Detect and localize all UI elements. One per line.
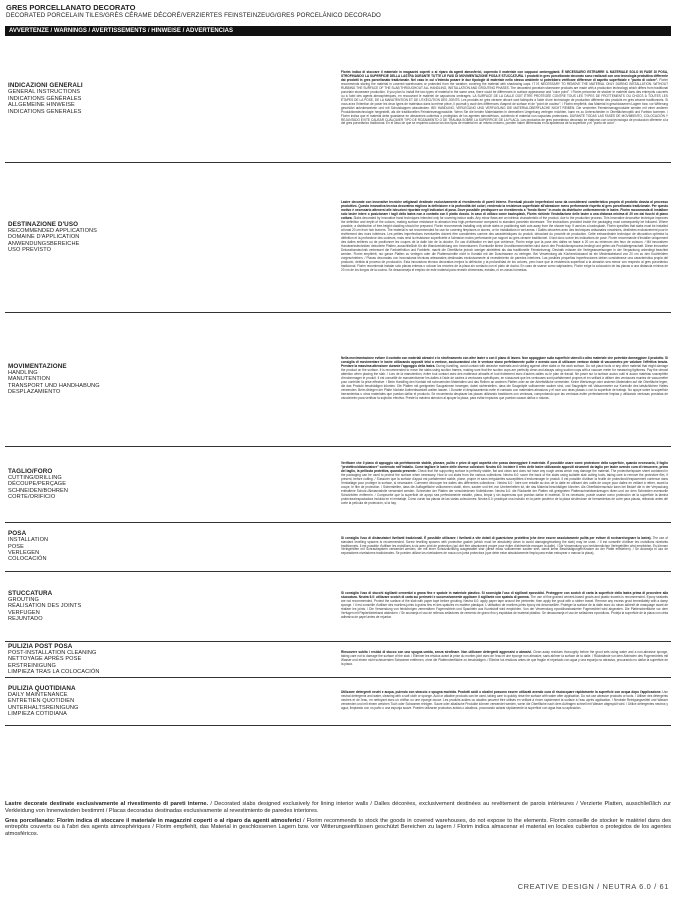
row-text-italian: Florim indica di stoccare il materiale in magazzini coperti o al riparo da agenti atmosferici, coprendo il materiale con cappucci ombreggianti. È NECESSARIO ESTRARRE IL MATERIALE SOLO IN FASE DI POSA, STROFINANDO LA SUPERFICIE DELLA LASTRA DURANTE TUTTE LE FASI DI MOVIMENTAZIONE POSA E STUCCATURA. I prodotti in gres porcellanato decorato sono realizzati con una tecnologia produttiva differente dai prodotti in gres porcellanato tradizionale. Nel caso in cui s'intenda posare le due tipologie di materiale nello stesso ambiente si potrebbero verificare differenze di aspetto superficiale e "punto di colore". <box>341 70 668 82</box>
row-title: TAGLIO/FORO <box>8 467 53 475</box>
footnote-translations: / Decorated slabs designed exclusively for lining interior walls / Dalles décorées, exclusivement destinées au revêtement de parois intérieures / Verzierte Platten, ausschließlich zur Verkleidung von Innenwänden bestimmt / Placas decoradas destinadas exclusivamente al revestimiento de paredes interiores. <box>5 801 671 814</box>
row-title-translation: ENTRETIEN QUOTIDIEN <box>8 698 75 705</box>
row-title-translation: INDICATIONS GENERALES <box>8 108 82 115</box>
row-title: POSA <box>8 530 27 538</box>
row-title-translation: VERLEGEN <box>8 550 40 556</box>
row-title: DESTINAZIONE D'USO <box>8 220 79 228</box>
row-title-translation: USO PREVISTO <box>8 246 52 253</box>
warnings-row <box>5 36 671 162</box>
row-text-translations: During handling, avoid contact with abrasive materials and rubbing against other slabs or the work surface. Do not place tools or any other material that might damage the product on the surface. It is recommended to move the slabs using suction frames, making sure that the suction cups are perfectly clean and always using suction cups with a vacuum meter for measuring tightness. Pay the utmost attention when placing the slab. / Lors de la manutention, éviter tout contact avec des matériaux abrasifs et tout frottement avec d'autres dalles ou le plan de travail. Ne poser sur la surface aucun outil ni aucun matériau susceptible d'endommager le produit. Il est conseillé de manutentionner les dalles à l'aide de cadres à ventouses spécifiques, en s'assurant que les ventouses sont parfaitement propres et en veillant à utiliser des ventouses munies de vacuomètre pour contrôler la prise effective. / Beim Handling den Kontakt mit scheuernden Materialien und das Reiben an anderen Platten oder an der Arbeitsfläche vermeiden. Keine Werkzeuge oder anderen Materialien auf die Oberfläche legen, die das Produkt beschädigen könnten. Die Platten mit geeigneten Saugrahmen bewegen; dabei sicherstellen, dass die Saugnäpfe vollkommen sauber sind, und Saugnäpfe mit Vakuummeter zur Kontrolle des tatsächlichen Haltes verwenden. Beim Ablegen der Platte höchste Aufmerksamkeit walten lassen. / Durante el desplazamiento evite el contacto con materiales abrasivos y el roce con otras placas o con la superficie de trabajo. No apoye sobre la superficie herramientas u otros materiales que puedan dañar el producto. Se recomienda desplazar las placas utilizando bastidores con ventosas, comprobando que las ventosas estén perfectamente limpias y utilizando ventosas provistas de vacuómetro para verificar la sujeción efectiva. Preste la máxima atención al apoyar la placa, para evitar impactos que puedan causar daños o roturas. <box>341 364 668 400</box>
warnings-row <box>5 446 671 522</box>
row-label-cell <box>5 162 338 312</box>
row-text-cell <box>338 36 671 162</box>
row-text-cell <box>338 677 671 725</box>
row-text-italian: Si consiglia l'uso di stucchi sigillanti cementizi a grana fine e spatole in materiale plastico. Si sconsiglia l'uso di sigillanti epossidici. Proteggere con scotch di carta la superficie della lastra prima di procedere alla stuccatura. Neutra 6.0: utilizzare scotch di carta sui perimetri e successivamente applicare il sigillante con spatola di gomma. <box>341 591 668 600</box>
row-label-cell <box>5 522 338 571</box>
warnings-row <box>5 162 671 312</box>
row-title-translation: SCHNEIDEN/BOHREN <box>8 487 69 494</box>
warnings-table-header: AVVERTENZE / WARNINGS / AVERTISSEMENTS / HINWEISE / ADVERTENCIAS <box>5 26 671 36</box>
row-title-translation: ALLGEMEINE HINWEISE <box>8 102 75 109</box>
row-label-cell <box>5 571 338 641</box>
row-title-translation: DESPLAZAMIENTO <box>8 388 61 395</box>
row-title-translation: TRANSPORT UND HANDHABUNG <box>8 382 100 389</box>
row-title-translation: HANDLING <box>8 369 38 376</box>
warnings-row <box>5 522 671 571</box>
document-header <box>6 3 670 20</box>
row-text-cell <box>338 641 671 677</box>
row-text-italian: Utilizzare detergenti neutri e acqua, pulendo con straccio o spugna morbida. Prodotti acidi o alcalini possono essere utilizzati avendo cura di risciacquare rapidamente la superficie con acqua dopo l'applicazione. <box>341 690 662 695</box>
row-title: PULIZIA POST POSA <box>8 642 73 650</box>
row-text-translations: Florim recommends storing the material in covered warehouses or protected from the weather, covering the material with shadowing caps. IT IS NECESSARY TO REMOVE THE MATERIAL ONLY DURING INSTALLATION, WITHOUT RUBBING THE SURFACE OF THE SLAB THROUGHOUT ALL HANDLING, INSTALLATION AND GROUTING PHASES. The decorated porcelain stoneware products are made with a production technology which differs from traditional porcelain stoneware production. If you plan to install the two types of material in the same area, there could be differences in surface appearance and "color point". / Florim préconise de stocker le matériel dans des entrepôts couverts ou à l'abri des agents atmosphériques, en recouvrant le matériel de capuchons ombragés. LA SURFACE DE LA DALLE DOIT ÊTRE PROTÉGÉE CONTRE TOUS LES TYPES DE FROTTEMENTS OU CHOCS À TOUTES LES ÉTAPES DE LA POSE, DE LA MANUTENTION ET DE L'EXÉCUTION DES JOINTS. Les produits en grès cérame décoré sont fabriqués à l'aide d'une technologie de production différente des produits en grès cérame traditionnels. Si vous avez l'intention de poser les deux types de matériaux dans la même pièce, il pourrait y avoir des différences d'aspect de surface et de "point de couleur". / Florim empfiehlt, das Material in geschlossenen Lagern bzw. vor Witterung geschützt aufzubewahren und mit Schutzkappen abzudecken. BEI HANDLING, VERLEGUNG UND VERFUGUNG DIE MATERIALOBERFLÄCHE NICHT REIBEN. Die verzierten Feinsteinzeugprodukte werden mit einer anderen Produktionstechnologie hergestellt, als die traditionellen Feinsteinzeugprodukte. Wenn Sie die beiden Materialarten in demselben Umgebung verlegen möchten, kann es zu Unterschieden in Oberflächenoptik und Farbton kommen. / Florim indica que el material debe guardarse en almacenes cubiertos o protegidos de los agentes atmosféricos, cubriendo el material con capuchas protectoras. DURANTE TODAS LAS FASES DE MOVIMIENTO, COLOCACIÓN Y REJUNTADO EVITE CAUSAR CUALQUIER TIPO DE ROZAMIENTO O DE TRAUMA SOBRE LA SUPERFICIE DE LA PLACA. Los productos de gres porcelánico decorado se elaboran con una tecnología de producción diferente a la del gres porcelánico tradicional. En el caso de que se requiera colocar los dos tipos de material en un mismo entorno, pueden haber diferencias en la apariencia de la superficie y el "punto de color". <box>341 77 668 126</box>
row-title-translation: LIMPIEZA COTIDIANA <box>8 710 67 717</box>
row-title-translation: UNTERHALTSREINIGUNG <box>8 704 79 711</box>
warnings-row <box>5 677 671 725</box>
row-title-translation: ANWENDUNGSBEREICHE <box>8 240 80 247</box>
row-label-cell <box>5 36 338 162</box>
row-title-translation: LIMPIEZA TRAS LA COLOCACIÓN <box>8 668 100 675</box>
row-title: STUCCATURA <box>8 589 53 597</box>
row-title-translation: CORTE/ORIFICIO <box>8 493 56 500</box>
row-text-cell <box>338 446 671 522</box>
row-text-italian: Si consiglia l'uso di distanziatori livellanti tradizionali. È possibile utilizzare i livellanti a vite dotati di guarnizione protettiva (che deve essere assolutamente pulita per evitare di rovinare/segnare la lastra). <box>341 535 652 540</box>
row-title-translation: COLOCACIÓN <box>8 556 47 563</box>
row-title-translation: INDICATIONS GÉNÉRALES <box>8 95 82 102</box>
row-text-cell <box>338 312 671 446</box>
row-label-cell <box>5 641 338 677</box>
page-number: CREATIVE DESIGN / NEUTRA 6.0 / 61 <box>517 882 669 891</box>
row-title-translation: RECOMMENDED APPLICATIONS <box>8 227 98 234</box>
row-title-translation: INSTALLATION <box>8 537 49 544</box>
row-title-translation: GENERAL INSTRUCTIONS <box>8 89 81 96</box>
row-title-translation: CUTTING/DRILLING <box>8 474 62 481</box>
footnotes <box>5 801 671 838</box>
row-title-translation: REJUNTADO <box>8 615 43 622</box>
row-title-translation: GROUTING <box>8 596 39 603</box>
warnings-table-body <box>5 36 671 725</box>
row-text-translations: Check that the supporting surface is perfectly stable, flat and clean and does not have any rough areas which may damage the material. The protective/spacer sheet contained in the packaging can be used to protect the surface when necessary. How to cut slabs from the various collections: Neutra 6.0: score the back of the slabs using suitable slab cutting tools, taking care to remove the protective film, if present, before cutting. / S'assurer que la surface d'appui est parfaitement stable, plane, propre et sans irrégularités susceptibles d'endommager le produit. Il est possible d'utiliser la feuille de protection/d'espacement contenue dans l'emballage pour protéger la surface, si nécessaire. Comment découper les dalles des différentes collections : Neutra 6.0 : faire une entaille au dos de la dalle en utilisant des outils de coupe pour dalles en veillant à retirer, avant la coupe, le film de protection. / Sicherstellen, dass die Auflagefläche vollkommen stabil, eben, sauber und frei von Unebenheiten ist, die das Material beschädigen könnten. Als Oberflächenschutz kann bei Bedarf die in der Verpackung enthaltene Schutz-/Abstandsfolie verwendet werden. Schneiden der Platten der verschiedenen Kollektionen: Neutra 6.0: die Rückseite der Platten mit geeigneten Plattenschneidwerkzeugen ritzen und vor dem Schneiden eventuelle Schutzfolien entfernen. / Compruebe que la superficie de apoyo sea perfectamente estable, plana, limpia y sin asperezas que puedan dañar el material. Si es necesario, puede usarse como protección de la superficie la lámina protectora/espaciadora incluida en el embalaje. Cómo cortar las placas de las varias colecciones: Neutra 6.0: practique una incisión en la parte posterior de la placa sirviéndose de herramientas de corte para placas, retirando antes del corte la película de protección, si la hay. <box>341 469 669 505</box>
row-text-italian: Nella movimentazione evitare il contatto con materiali abrasivi e lo strofinamento con altre lastre o con il piano di lavoro. Non appoggiare sulla superficie utensili o altro materiale che potrebbe danneggiare il prodotto. Si consiglia di movimentare le lastre utilizzando appositi telai a ventose, assicurandosi che le ventose siano perfettamente pulite e avendo cura di utilizzare ventose dotate di vacuometro per valutare l'effettiva tenuta. Prestare la massima attenzione durante l'appoggio della lastra. <box>341 356 668 369</box>
row-title-translation: POST-INSTALLATION CLEANING <box>8 649 97 656</box>
row-title-translation: RÉALISATION DES JOINTS <box>8 603 82 610</box>
row-text-translations: Slabs decorated by innovative hand techniques intended only for covering indoor walls. Any minor flaws are an intrinsic characteristic of the product, due to the production process. This innovative decorative technique improves the definition and depth of the colours, making surface resistance to abrasion less high-performance compared to standard porcelain stoneware. The instructions provided inside the packaging must consequently be followed. Where possible, a distribution of free-height cladding should be prepared. Florim recommends installing only whole slabs or positioning slab cuts away from the shower tray. If used as a backsplash, Florim specifies that slabs must be installed at least 20 cm from hob burners. The material is not recommended for use for covering fireplaces or stoves, or for installations in wet areas. / Dalles décorées avec des techniques artisanales novatrices, destinées exclusivement pour le revêtement des murs intérieurs. Les petites imperfections éventuelles doivent être considérées comme des caractéristiques du produit, découlant du procédé de production. Cette extraordinaire technique de décoration optimise la définition et la profondeur des couleurs, mais rend la résistance superficielle à l'abrasion moins performante par rapport au grès cérame traditionnel. Il faut donc suivre les indications de pose. Florim recommande d'installer uniquement des dalles entières ou de positionner les coupes de la dalle loin de la douche. En cas d'utilisation en tant que crédence, Florim exige que la pose des dalles se fasse à 20 cm au minimum des feux de cuisson. / Mit innovativen Handwerkstechniken dekorierte Platten, ausschließlich für die Wandverkleidung von Innenräumen. Eventuelle kleine Unvollkommenheiten sind durch den Produktionsprozess bedingt und gelten als Produkteigenschaft. Diese innovative Dekorationstechnik verbessert die Farbdefinition und Farbtiefe, macht die Oberfläche jedoch weniger abriebfest als das traditionelle Feinsteinzeug. Deshalb müssen die Verlegeanweisungen in der Verpackung unbedingt beachtet werden. Florim empfiehlt, nur ganze Platten zu verlegen oder die Plattenschnitte nicht in Kontakt mit der Duschwanne zu verlegen. Bei Verwendung als Küchenrückwand ist ein Mindestabstand von 20 cm zu den Kochfeldern vorgeschrieben. / Placas decoradas con innovadoras técnicas artesanales destinadas exclusivamente al revestimiento de paredes interiores. Las posibles pequeñas imperfecciones deben considerarse una característica propia del producto, debida al proceso de producción. Esta innovadora técnica decorativa mejora la definición y la profundidad de los colores, pero hace que la resistencia superficial a la abrasión sea menor con respecto al gres porcelánico tradicional. Florim recomienda instalar solo placas enteras o colocar los recortes de la placa sin contacto con el plato de ducha. En caso de usarse como salpicadero, Florim exige la colocación de las placas a una distancia mínima de 20 cm de los fuegos de la cocina. Se desaconseja el empleo de este material para revestir chimeneas, estufas, ni en zonas húmedas. <box>341 216 668 272</box>
row-title-translation: DÉCOUPE/PERÇAGE <box>8 481 67 488</box>
row-text-cell <box>338 571 671 641</box>
footnote-translations: / Florim recommends to stock the goods in covered warehouses, do not expose to the elements. Florim conseille de stocker le matériel dans des entrepôts couverts ou à l'abri des agents atmosphériques / Florim empfiehlt, das Material in geschlossenen Lagern bzw. vor Witterungseinflüssen geschützt Bereichen zu lagern / Florim indica almacenar el material en locales cubiertos o protegidos de los agentes atmosféricos. <box>5 817 671 838</box>
row-text-translations: Use neutral detergents and water, cleaning with a soft cloth or sponge. Acid or alkaline products can be used, taking care to quickly rinse the surface with water after application. Do not use abrasive products or tools. / Utiliser des détergents neutres et de l'eau, en nettoyant avec un chiffon ou une éponge douce. Les produits acides ou alcalins peuvent être utilisés en veillant à rincer rapidement la surface à l'eau après application. / Neutrale Reinigungsmittel und Wasser verwenden und mit einem weichen Tuch oder Schwamm reinigen. Saure oder alkalische Produkte können verwendet werden, wenn die Oberfläche nach dem Auftragen schnell mit Wasser abgespült wird. / Utilice detergentes neutros y agua, limpiando con un paño o una esponja suave. Pueden utilizarse productos ácidos o alcalinos, procurando aclarar rápidamente la superficie con agua tras su aplicación. <box>341 690 668 710</box>
document-subtitle: DECORATED PORCELAIN TILES/GRÈS CÉRAME DÉCORÉ/VERZIERTES FEINSTEINZEUG/GRES PORCELÁNICO DECORADO <box>6 12 381 19</box>
row-text-italian: Verificare che il piano di appoggio sia perfettamente stabile, planare, pulito e privo di ogni asperità che possa danneggiare il materiale. È possibile usare come protezione della superficie, quando necessario, il foglio "protettivo/distanziatore" contenuto nell'imballo. Come tagliare le lastre delle diverse collezioni: Neutra 6.0: incidere il retro delle lastre utilizzando appositi strumenti da taglio per lastre avendo cura di rimuovere, prima del taglio, la pellicola protettiva, quando presente. <box>341 461 668 474</box>
warnings-row <box>5 312 671 446</box>
row-title-translation: MANUTENTION <box>8 376 51 383</box>
document-title: GRES PORCELLANATO DECORATO <box>6 3 136 12</box>
row-title-translation: VERFUGEN <box>8 609 40 616</box>
row-title-translation: ERSTREINIGUNG <box>8 662 56 669</box>
row-title-translation: NETTOYAGE APRÈS POSE <box>8 656 82 663</box>
row-text-italian: Rimuovere subito i residui di stucco con una spugna umida, senza strofinare. Non utilizzare detergenti aggressivi o abrasivi. <box>341 650 532 655</box>
row-text-translations: The use of fine-grained cement-based grouts and plastic trowels is recommended. Epoxy sealants are not recommended. Protect the surface of the slab with paper tape before grouting. Neutra 6.0: apply paper tape around the perimeter, then apply the grout with a rubber trowel. Remove any excess grout immediately with a damp sponge. / Il est conseillé d'utiliser des mortiers-joints à grains fins et des spatules en matière plastique. L'utilisation de mortiers-joints époxy est déconseillée. Protéger la surface de la dalle avec du ruban adhésif de masquage avant de réaliser les joints. / Die Verwendung von feinkörnigen zementären Fugenmörteln und Spachteln aus Kunststoff wird empfohlen. Von der Verwendung epoxidharzbasierter Fugenmörtel wird abgeraten. Die Plattenoberfläche vor dem Verfugen mit Papierklebeband abdecken. / Se aconseja el uso de rellenos selladores de cemento de grano fino y espátulas de material plástico. Se desaconseja el uso de selladores epoxídicos. Proteja la superficie de la placa con cinta adhesiva de papel antes de rejuntar. <box>341 595 669 619</box>
footnote <box>5 801 671 815</box>
row-text-translations: The use of standard levelling spacers is recommended. Screw levelling spacers with protective gasket (which must be absolutely clean to avoid damaging/marking the slab) may be used. / Il est conseillé d'utiliser les croisillons nivelants traditionnels. Il est possible d'utiliser les croisillons à vis avec joint de protection (qui doit être absolument propre pour éviter d'abîmer/de marquer la dalle). / Die Verwendung von herkömmlichen Verlegehilfen wird empfohlen. Es können Verlegehilfen mit Schraubsystem verwendet werden, die mit einer Schutzdichtung ausgestattet sind (diese muss vollkommen sauber sein, damit keine Beschädigungen/Kratzer an der Platte entstehen). / Se aconseja el uso de separadores niveladores tradicionales. Se pueden utilizar los niveladores de rosca con junta protectora (que debe estar absolutamente limpia para evitar estropear o marcar la placa). <box>341 535 669 556</box>
row-title: INDICAZIONI GENERALI <box>8 82 83 90</box>
row-text-cell <box>338 522 671 571</box>
row-label-cell <box>5 312 338 446</box>
footnote-italian: Gres porcellanato: Florim indica di stoccare il materiale in magazzini coperti o al riparo da agenti atmosferici <box>5 817 302 824</box>
row-title-translation: DOMAINE D'APPLICATION <box>8 234 80 241</box>
row-title: PULIZIA QUOTIDIANA <box>8 684 76 692</box>
row-text-cell <box>338 162 671 312</box>
warnings-table <box>5 26 671 726</box>
warnings-row <box>5 641 671 677</box>
footnote-italian: Lastre decorate destinate esclusivamente al rivestimento di pareti interne. <box>5 801 209 807</box>
row-title-translation: DAILY MAINTENANCE <box>8 691 68 698</box>
row-label-cell <box>5 446 338 522</box>
row-text-italian: Lastre decorate con innovative tecniche artigianali destinate esclusivamente al rivestimento di pareti interne. Eventuali piccole imperfezioni sono da considerarsi caratteristica propria di prodotto dovuta al processo produttivo. Questa innovativa tecnica decorativa migliora la definizione e la profondità dei colori, rendendo la resistenza superficiale all'abrasione meno performante rispetto al gres porcellanato tradizionale. Per questo motivo è necessario attenersi alle istruzioni riportate negli indicatori di posa. Dove possibile predisporre un rivestimento a "fondo libero" in modo da distribuire uniformemente le lastre. Florim raccomanda di installare solo lastre intere o posizionare i tagli della lastra non a contatto con il piatto doccia. In caso di utilizzo come backsplash, Florim richiede l'installazione delle lastre a una distanza minima di 20 cm dai fuochi di piano cottura. <box>341 200 668 221</box>
warnings-row <box>5 571 671 641</box>
row-title-translation: POSE <box>8 543 24 550</box>
footnote <box>5 818 671 838</box>
row-label-cell <box>5 677 338 725</box>
row-text-translations: Clean away residues thoroughly before the grout sets using water and a non-abrasive sponge, taking care not to damage the surface of the slab. / Éliminer les résidus avant la prise du mortier-joint avec de l'eau et une éponge non abrasive, sans abîmer la surface de la dalle. / Rückstände vor dem Abbinden des Fugenmörtels mit Wasser und einem nicht scheuernden Schwamm entfernen, ohne die Plattenoberfläche zu beschädigen. / Elimine los residuos antes de que fragüe el rejuntado con agua y una esponja no abrasiva, procurando no dañar la superficie de la placa. <box>341 650 668 666</box>
row-title: MOVIMENTAZIONE <box>8 362 67 370</box>
